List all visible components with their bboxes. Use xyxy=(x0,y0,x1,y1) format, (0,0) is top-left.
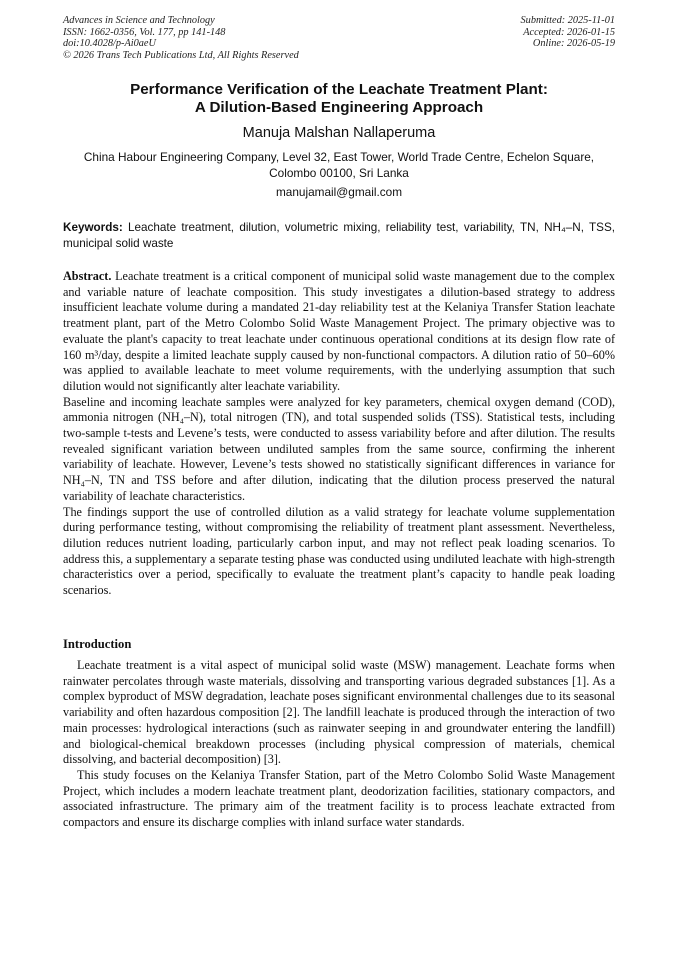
keywords-label: Keywords: xyxy=(63,221,123,234)
keywords-text: Leachate treatment, dilution, volumetric mixing, reliability test, variability, TN, NH₄–N, TSS, municipal solid waste xyxy=(63,221,615,250)
title-line-2: A Dilution-Based Engineering Approach xyxy=(194,99,484,116)
journal-info xyxy=(63,15,299,61)
abstract-paragraph-1 xyxy=(63,269,615,395)
keywords-section xyxy=(63,220,615,251)
affiliation-line-2: Colombo 00100, Sri Lanka xyxy=(269,166,409,180)
author-email[interactable]: manujamail@gmail.com xyxy=(275,185,403,199)
affiliation-line-1: China Habour Engineering Company, Level 32, East Tower, World Trade Centre, Echelon Square, xyxy=(83,150,595,164)
submitted-date: Submitted: 2025-11-01 xyxy=(520,15,615,26)
introduction-heading: Introduction xyxy=(63,637,132,651)
paper-title xyxy=(40,81,638,117)
doi-line: doi:10.4028/p-Ai0aeU xyxy=(63,38,156,50)
abstract-paragraph-3: The findings support the use of controlled dilution as a valid strategy for leachate volume supplementation during performance testing, without compromising the reliability of treatment plant assessment. Nevertheless, dilution reduces nutrient loading, particularly carbon input, and may not reflect peak loading scenarios. To address this, a supplementary a separate testing phase was conducted using undiluted leachate with high-strength characteristics over a period, specifically to evaluate the treatment plant’s capacity to handle peak loading scenarios. xyxy=(63,504,615,598)
abstract-paragraph-2: Baseline and incoming leachate samples were analyzed for key parameters, chemical oxygen demand (COD), ammonia nitrogen (NH₄–N), total nitrogen (TN), and total suspended solids (TSS). Statistical tests, including two-sample t-tests and Levene’s tests, were conducted to assess variability before and after dilution. The results revealed significant variation between undiluted samples from the same source, confirming the inherent variability of leachate. However, Levene’s tests showed no statistically significant differences in variance for NH₄–N, TN and TSS before and after dilution, indicating that the dilution process preserved the natural variability of leachate characteristics. xyxy=(63,394,615,503)
abstract-text-1: Leachate treatment is a critical component of municipal solid waste management due to the complex and variable nature of leachate composition. This study investigates a dilution-based strategy to address insufficient leachate volume during a mandated 21-day reliability test at the Kelaniya Transfer Station leachate treatment plant, part of the Metro Colombo Solid Waste Management Project. The primary objective was to evaluate the plant's capacity to treat leachate under continuous operational conditions at its design flow rate of 160 m³/day, despite a limited leachate supply caused by non-functional compactors. A dilution ratio of 50–60% was applied to available leachate to meet volume requirements, with the underlying assumption that such dilution would not significantly alter leachate variability. xyxy=(63,269,615,393)
abstract-label: Abstract. xyxy=(63,269,112,283)
author-name: Manuja Malshan Nallaperuma xyxy=(242,125,436,141)
copyright-line: © 2026 Trans Tech Publications Ltd, All Rights Reserved xyxy=(63,49,299,61)
intro-paragraph-1: Leachate treatment is a vital aspect of municipal solid waste (MSW) management. Leachate forms when rainwater percolates through waste materials, dissolving and transporting various degraded substances [1]. As a complex byproduct of MSW degradation, leachate poses significant environmental challenges due to its seasonal variability and often hazardous composition [2]. The landfill leachate is produced through the interaction of two main processes: hydrological interactions (such as rainwater seeping in and groundwater entering the landfill) and biological-chemical breakdown processes (including physical compression of materials, chemical dissolving, and bacterial decomposition) [3]. xyxy=(63,658,615,767)
author-affiliation xyxy=(55,149,623,181)
publication-dates xyxy=(521,15,615,50)
online-date: Online: 2026-05-19 xyxy=(532,38,615,50)
title-line-1: Performance Verification of the Leachate Treatment Plant: xyxy=(130,81,548,98)
issn-line: ISSN: 1662-0356, Vol. 177, pp 141-148 xyxy=(63,26,226,38)
introduction-section xyxy=(63,658,615,831)
abstract-section xyxy=(63,269,615,599)
journal-name: Advances in Science and Technology xyxy=(63,15,215,26)
intro-paragraph-2: This study focuses on the Kelaniya Transfer Station, part of the Metro Colombo Solid Waste Management Project, which includes a modern leachate treatment plant, deodorization facilities, stationary compactors, and associated infrastructure. The primary aim of the treatment facility is to process leachate extracted from compactors and ensure its discharge complies with inland surface water standards. xyxy=(63,767,615,830)
accepted-date: Accepted: 2026-01-15 xyxy=(523,26,615,38)
